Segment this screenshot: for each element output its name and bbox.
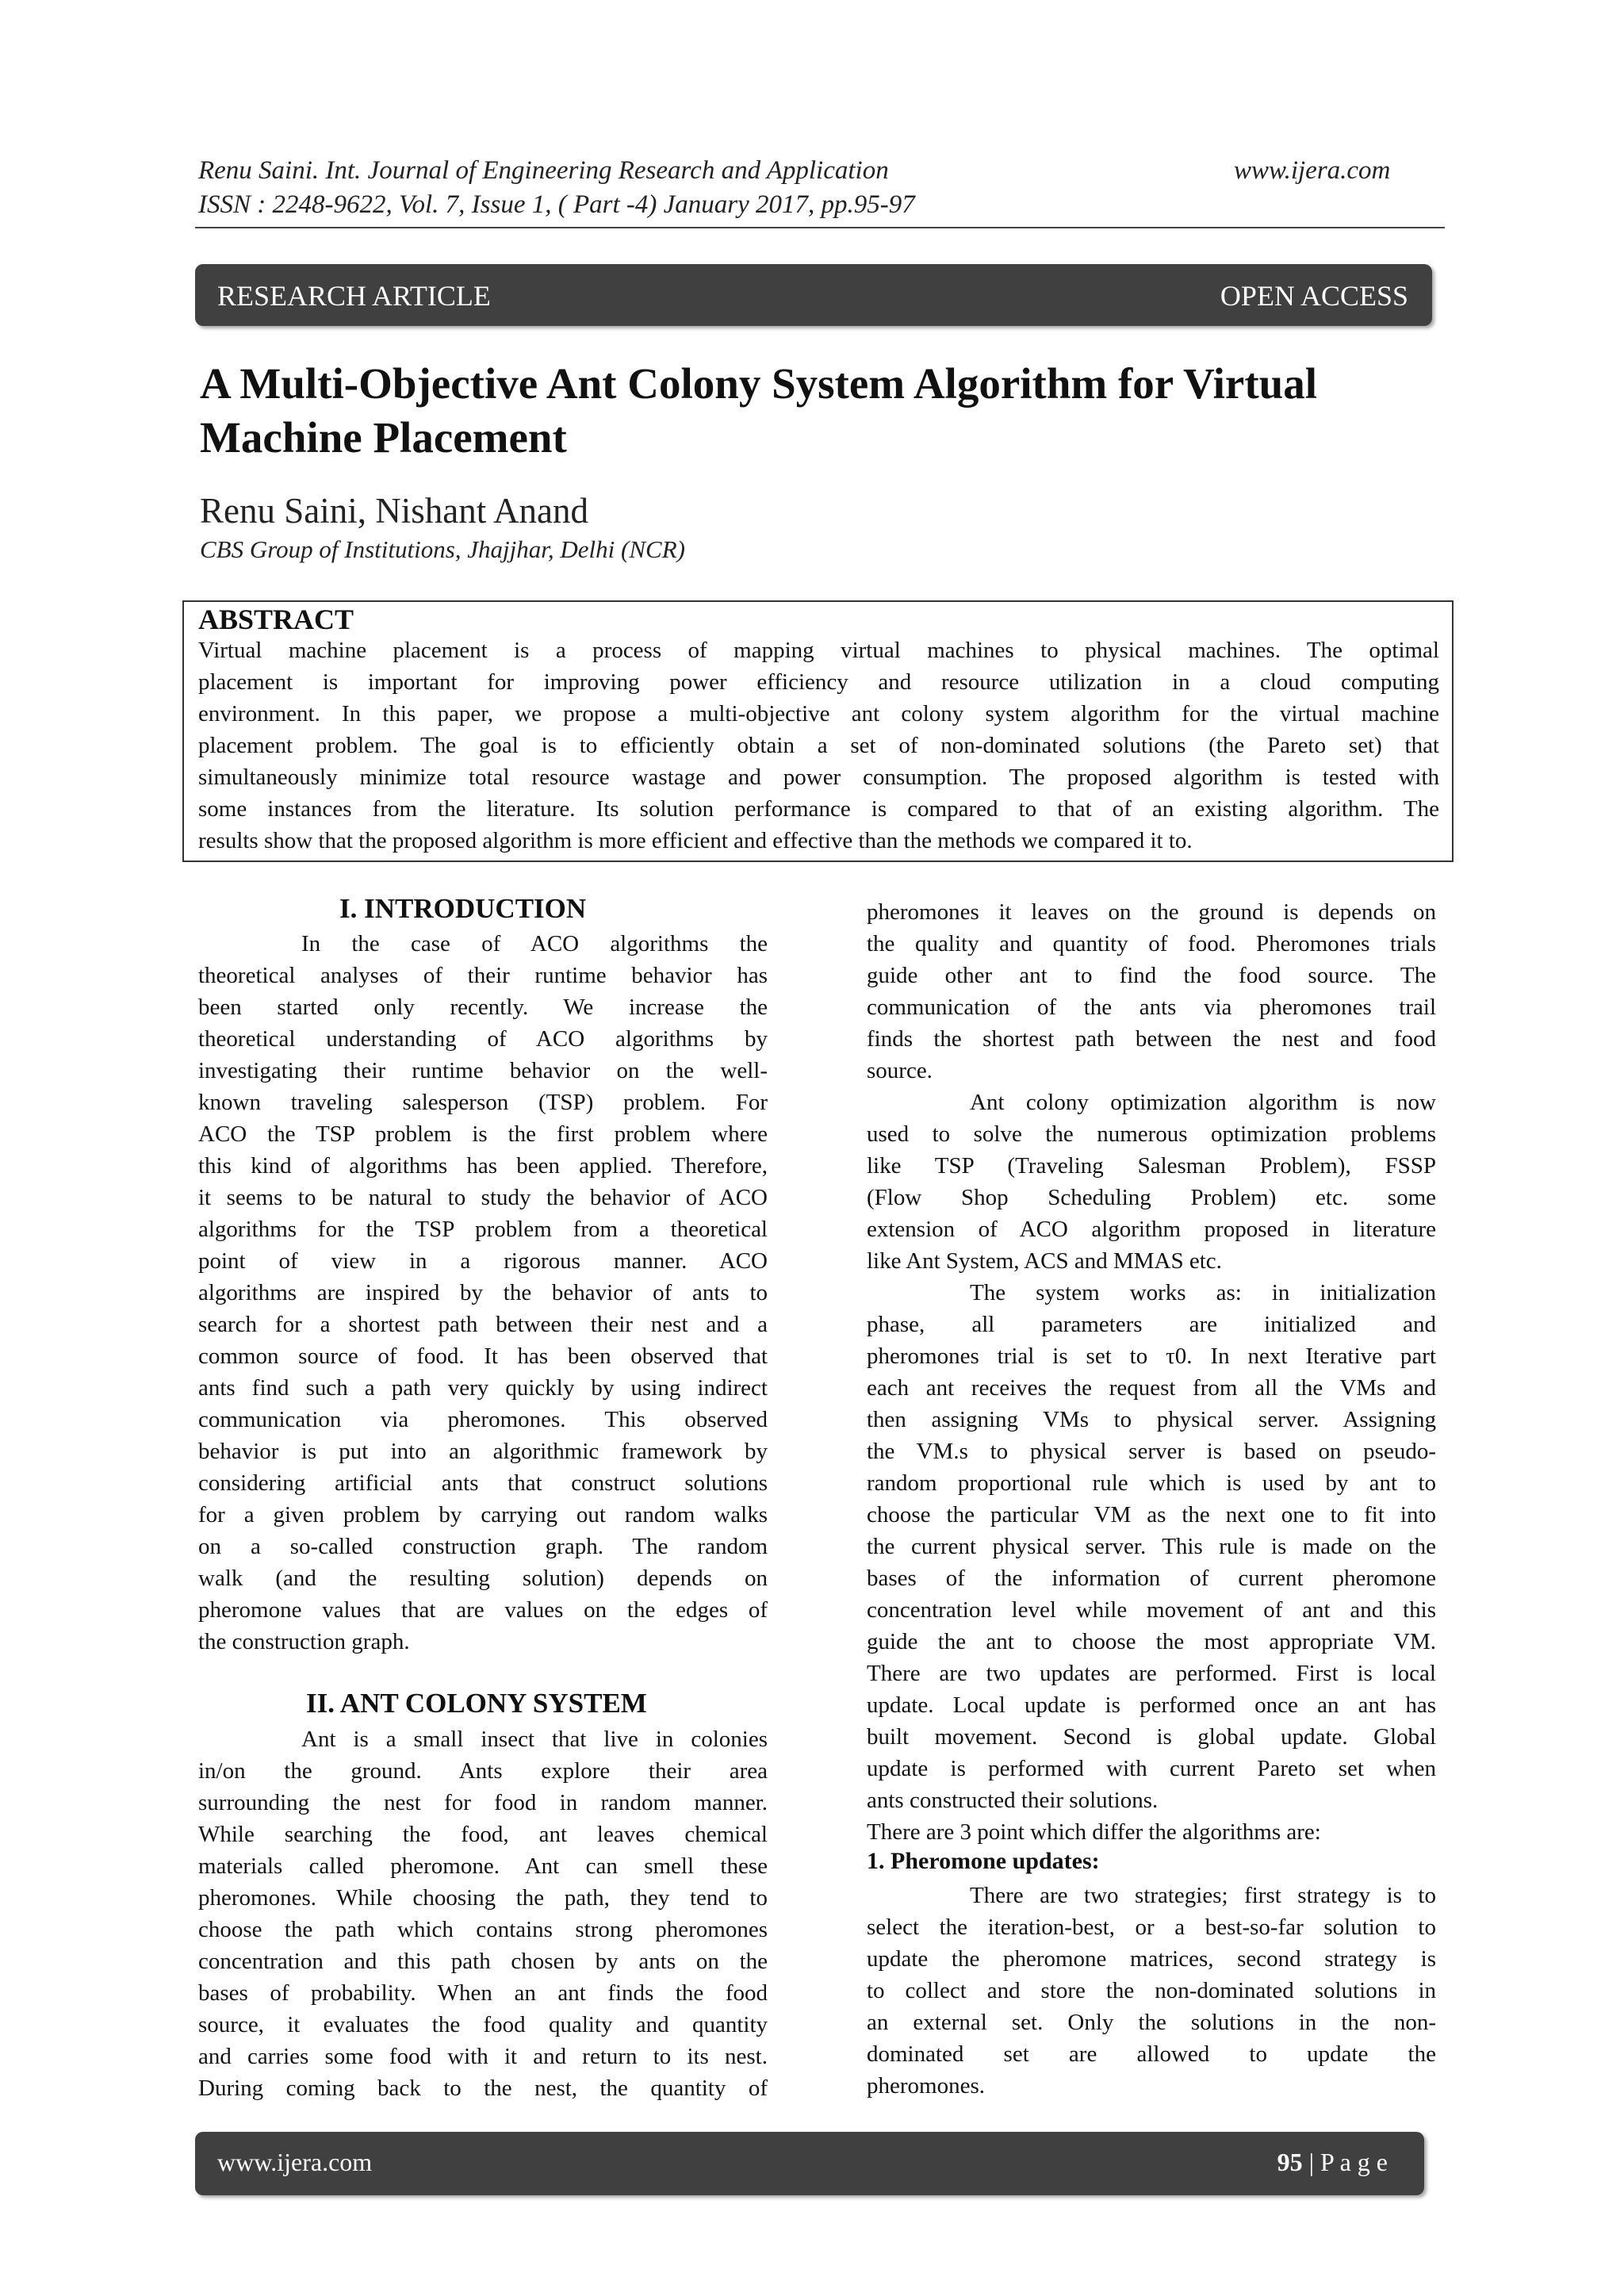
- body-line: to collect and store the non-dominated solutions in: [867, 1978, 1436, 2003]
- pheromone-updates-subheading: 1. Pheromone updates:: [867, 1848, 1100, 1874]
- body-line: theoretical understanding of ACO algorithms by: [198, 1026, 768, 1052]
- body-line: the construction graph.: [198, 1629, 410, 1654]
- body-line: update is performed with current Pareto set when: [867, 1756, 1436, 1781]
- body-line: bases of the information of current pheromone: [867, 1566, 1436, 1591]
- abstract-body: [198, 634, 1439, 857]
- body-line: known traveling salesperson (TSP) problem. For: [198, 1090, 768, 1115]
- open-access-label: OPEN ACCESS: [1220, 280, 1408, 312]
- paper-title: [200, 357, 1437, 465]
- body-line: walk (and the resulting solution) depends on: [198, 1566, 768, 1591]
- right-column-para-5: [867, 1880, 1436, 2102]
- body-line: considering artificial ants that construct solutions: [198, 1470, 768, 1496]
- page-number-label: [1277, 2148, 1388, 2177]
- body-line: While searching the food, ant leaves chemical: [198, 1822, 768, 1847]
- footer-website[interactable]: www.ijera.com: [217, 2148, 373, 2176]
- section-2-heading: II. ANT COLONY SYSTEM: [306, 1688, 647, 1719]
- body-line: in/on the ground. Ants explore their area: [198, 1758, 768, 1784]
- right-column-para-3: [867, 1277, 1436, 1816]
- page-footer: [195, 2132, 1424, 2195]
- body-line: concentration and this path chosen by ants on the: [198, 1949, 768, 1974]
- body-line: algorithms for the TSP problem from a theoretical: [198, 1217, 768, 1242]
- abstract-line: placement is important for improving power efficiency and resource utilization in a cloud computing: [198, 669, 1439, 695]
- journal-line: Renu Saini. Int. Journal of Engineering Research and Application: [198, 156, 889, 185]
- body-line: like Ant System, ACS and MMAS etc.: [867, 1248, 1222, 1274]
- body-line: surrounding the nest for food in random manner.: [198, 1790, 768, 1815]
- body-line: random proportional rule which is used by ant to: [867, 1470, 1436, 1496]
- body-line: this kind of algorithms has been applied. Therefore,: [198, 1153, 768, 1179]
- body-line: (Flow Shop Scheduling Problem) etc. some: [867, 1185, 1436, 1210]
- title-line-2: Machine Placement: [200, 413, 567, 462]
- body-line: source, it evaluates the food quality and quantity: [198, 2012, 768, 2037]
- section-1-heading: I. INTRODUCTION: [339, 893, 587, 924]
- body-line: bases of probability. When an ant finds the food: [198, 1980, 768, 2006]
- body-line: There are two updates are performed. First is local: [867, 1661, 1436, 1686]
- body-line: like TSP (Traveling Salesman Problem), FSSP: [867, 1153, 1436, 1179]
- section-2-body: [198, 1723, 768, 2104]
- body-line: Ant is a small insect that live in colonies: [301, 1727, 768, 1752]
- journal-website[interactable]: www.ijera.com: [1234, 156, 1391, 185]
- body-line: theoretical analyses of their runtime behavior has: [198, 963, 768, 988]
- body-line: finds the shortest path between the nest and food: [867, 1026, 1436, 1052]
- body-line: behavior is put into an algorithmic framework by: [198, 1439, 768, 1464]
- body-line: dominated set are allowed to update the: [867, 2041, 1436, 2067]
- body-line: for a given problem by carrying out random walks: [198, 1502, 768, 1527]
- body-line: pheromones trial is set to τ0. In next Iterative part: [867, 1343, 1436, 1369]
- body-line: point of view in a rigorous manner. ACO: [198, 1248, 768, 1274]
- body-line: There are 3 point which differ the algorithms are:: [867, 1819, 1321, 1845]
- abstract-line: simultaneously minimize total resource wastage and power consumption. The proposed algorithm is tested with: [198, 765, 1439, 790]
- body-line: pheromones. While choosing the path, they tend to: [198, 1885, 768, 1911]
- body-line: ants find such a path very quickly by using indirect: [198, 1375, 768, 1401]
- abstract-line: placement problem. The goal is to efficiently obtain a set of non-dominated solutions (the Pareto set) that: [198, 733, 1439, 758]
- body-line: on a so-called construction graph. The random: [198, 1534, 768, 1559]
- body-line: guide the ant to choose the most appropriate VM.: [867, 1629, 1436, 1654]
- abstract-heading: ABSTRACT: [198, 604, 354, 635]
- authors: Renu Saini, Nishant Anand: [200, 491, 588, 531]
- title-line-1: A Multi-Objective Ant Colony System Algorithm for Virtual: [200, 359, 1318, 408]
- body-line: The system works as: in initialization: [970, 1280, 1436, 1305]
- body-line: the quality and quantity of food. Pheromones trials: [867, 931, 1436, 956]
- issn-line: ISSN : 2248-9622, Vol. 7, Issue 1, ( Part -4) January 2017, pp.95-97: [198, 190, 915, 219]
- affiliation: CBS Group of Institutions, Jhajjhar, Delhi (NCR): [200, 535, 685, 563]
- abstract-line: some instances from the literature. Its solution performance is compared to that of an existing algorithm. The: [198, 796, 1439, 822]
- body-line: communication via pheromones. This observed: [198, 1407, 768, 1432]
- section-1-body: [198, 928, 768, 1658]
- body-line: communication of the ants via pheromones trail: [867, 995, 1436, 1020]
- body-line: then assigning VMs to physical server. Assigning: [867, 1407, 1436, 1432]
- body-line: phase, all parameters are initialized and: [867, 1312, 1436, 1337]
- body-line: search for a shortest path between their nest and a: [198, 1312, 768, 1337]
- body-line: pheromones.: [867, 2073, 985, 2099]
- article-type-banner: [195, 264, 1432, 326]
- body-line: There are two strategies; first strategy is to: [970, 1883, 1436, 1908]
- body-line: algorithms are inspired by the behavior of ants to: [198, 1280, 768, 1305]
- body-line: update the pheromone matrices, second strategy is: [867, 1946, 1436, 1972]
- body-line: choose the particular VM as the next one to fit into: [867, 1502, 1436, 1527]
- body-line: materials called pheromone. Ant can smell these: [198, 1853, 768, 1879]
- research-article-label: RESEARCH ARTICLE: [217, 280, 491, 312]
- body-line: extension of ACO algorithm proposed in literature: [867, 1217, 1436, 1242]
- right-column-para-2: [867, 1087, 1436, 1277]
- abstract-line: environment. In this paper, we propose a multi-objective ant colony system algorithm for the virtual machine: [198, 701, 1439, 726]
- body-line: ACO the TSP problem is the first problem where: [198, 1121, 768, 1147]
- body-line: common source of food. It has been observed that: [198, 1343, 768, 1369]
- header-rule: [195, 227, 1445, 228]
- body-line: During coming back to the nest, the quantity of: [198, 2076, 768, 2101]
- abstract-line: Virtual machine placement is a process of mapping virtual machines to physical machines. The optimal: [198, 638, 1439, 663]
- body-line: Ant colony optimization algorithm is now: [970, 1090, 1436, 1115]
- body-line: guide other ant to find the food source. The: [867, 963, 1436, 988]
- body-line: the current physical server. This rule is made on the: [867, 1534, 1436, 1559]
- body-line: concentration level while movement of ant and this: [867, 1597, 1436, 1623]
- right-column-para-4: [867, 1816, 1436, 1848]
- body-line: pheromones it leaves on the ground is depends on: [867, 899, 1436, 925]
- body-line: select the iteration-best, or a best-so-far solution to: [867, 1915, 1436, 1940]
- body-line: investigating their runtime behavior on the well-: [198, 1058, 768, 1083]
- body-line: ants constructed their solutions.: [867, 1788, 1159, 1813]
- right-column-para-1: [867, 896, 1436, 1087]
- body-line: been started only recently. We increase the: [198, 995, 768, 1020]
- body-line: the VM.s to physical server is based on pseudo-: [867, 1439, 1436, 1464]
- body-line: an external set. Only the solutions in the non-: [867, 2010, 1436, 2035]
- body-line: update. Local update is performed once an ant has: [867, 1692, 1436, 1718]
- page-number: 95: [1277, 2148, 1303, 2176]
- body-line: pheromone values that are values on the edges of: [198, 1597, 768, 1623]
- abstract-line: results show that the proposed algorithm is more efficient and effective than the methods we compared it to.: [198, 828, 1193, 853]
- body-line: source.: [867, 1058, 933, 1083]
- body-line: it seems to be natural to study the behavior of ACO: [198, 1185, 768, 1210]
- body-line: In the case of ACO algorithms the: [301, 931, 768, 956]
- body-line: and carries some food with it and return to its nest.: [198, 2044, 768, 2069]
- body-line: each ant receives the request from all the VMs and: [867, 1375, 1436, 1401]
- body-line: used to solve the numerous optimization problems: [867, 1121, 1436, 1147]
- body-line: built movement. Second is global update. Global: [867, 1724, 1436, 1750]
- body-line: choose the path which contains strong pheromones: [198, 1917, 768, 1942]
- page-label: | P a g e: [1302, 2148, 1388, 2176]
